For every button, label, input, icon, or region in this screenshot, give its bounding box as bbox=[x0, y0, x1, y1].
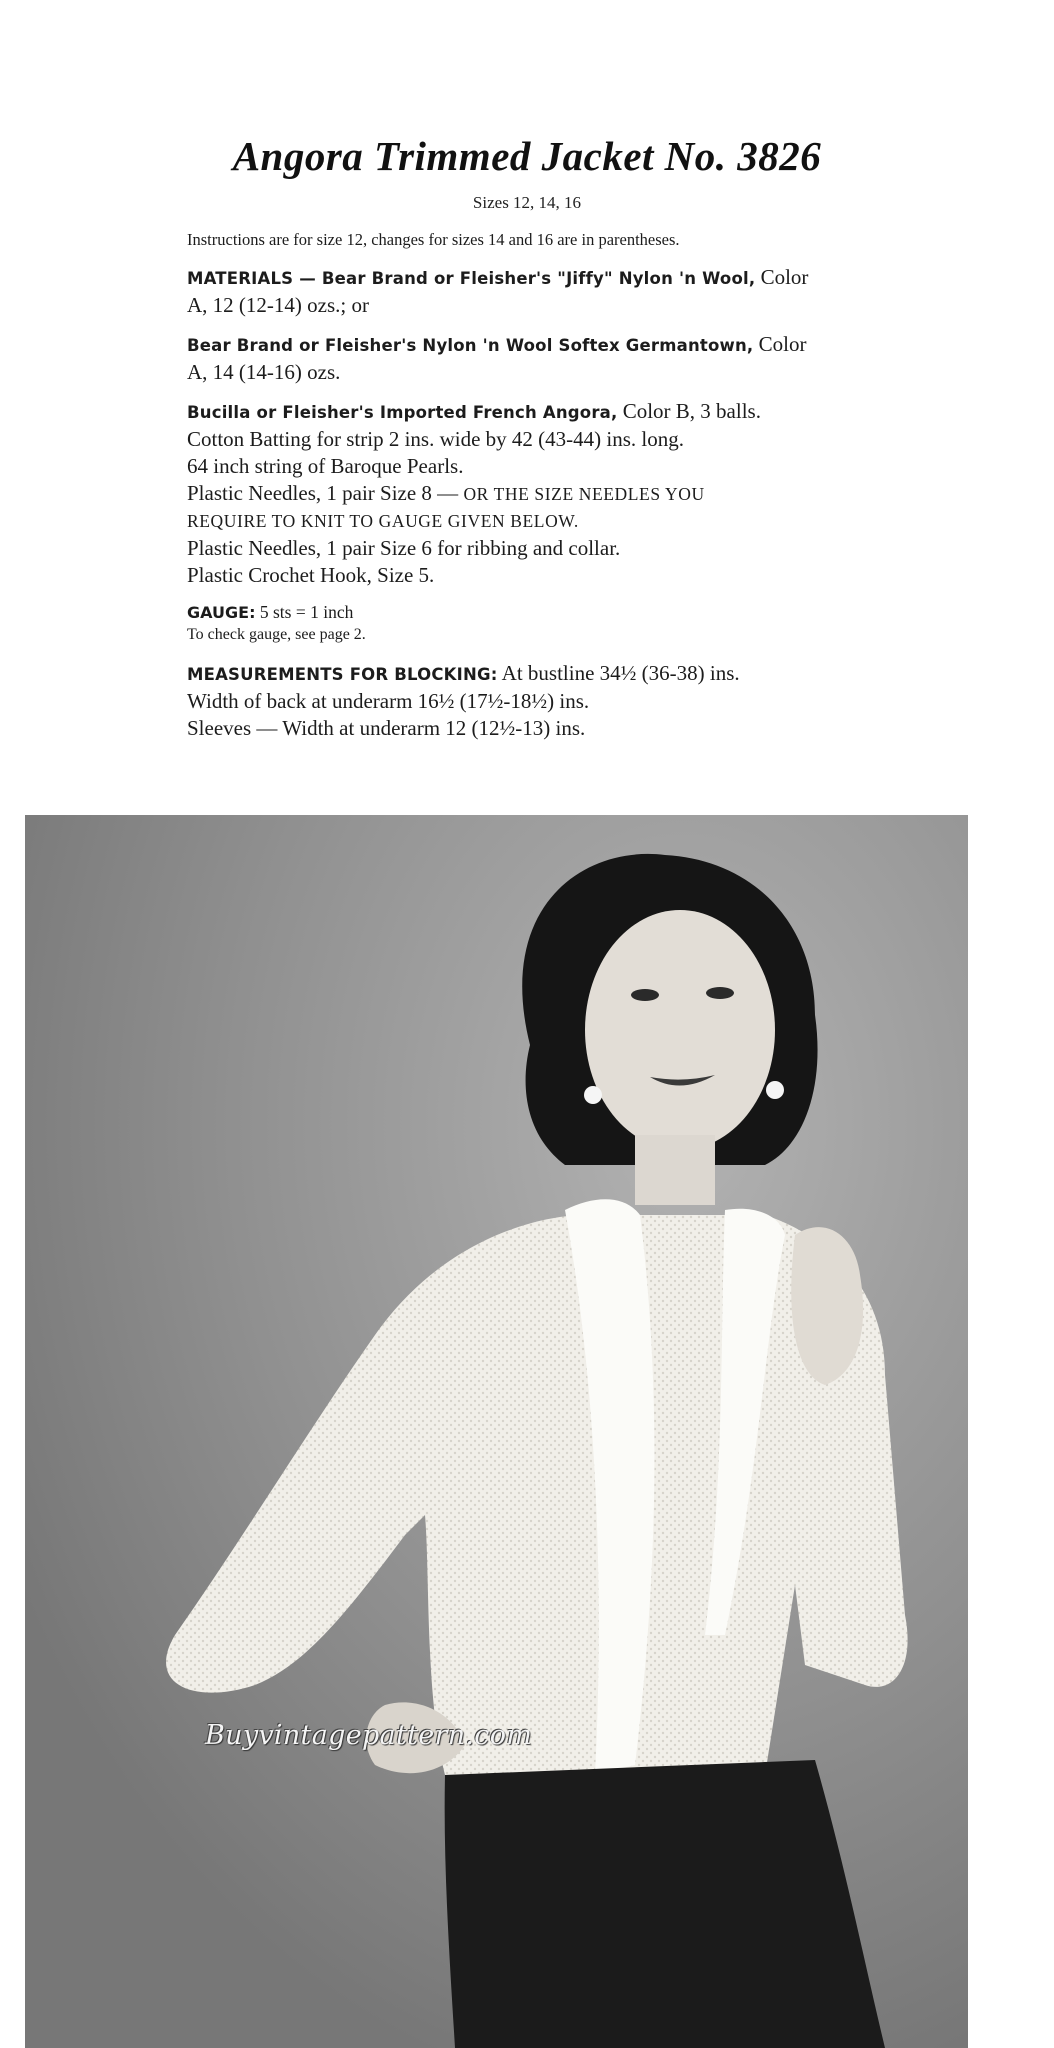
angora-label: Bucilla or Fleisher's Imported French Angora, bbox=[187, 403, 618, 422]
angora-line bbox=[187, 398, 887, 426]
pearl-earring-right bbox=[766, 1081, 784, 1099]
model-photo bbox=[25, 815, 968, 2048]
measurements-label: MEASUREMENTS FOR BLOCKING: bbox=[187, 665, 498, 684]
gauge-line bbox=[187, 601, 887, 624]
angora-rest: Color B, 3 balls. bbox=[617, 399, 761, 423]
materials-alt-line-1 bbox=[187, 331, 887, 359]
materials-alt-label: Bear Brand or Fleisher's Nylon 'n Wool Softex Germantown, bbox=[187, 336, 754, 355]
pattern-title: Angora Trimmed Jacket No. 3826 bbox=[232, 133, 822, 179]
materials-block bbox=[187, 264, 887, 319]
needles-size8-line bbox=[187, 480, 887, 508]
materials-alt-color: Color bbox=[753, 332, 807, 356]
crochet-hook-line: Plastic Crochet Hook, Size 5. bbox=[187, 563, 435, 587]
measurements-line-3: Sleeves — Width at underarm 12 (12½-13) ins. bbox=[187, 716, 586, 740]
watermark: Buyvintagepattern.com bbox=[205, 1720, 533, 1751]
materials-line-1 bbox=[187, 264, 887, 292]
intro-text: Instructions are for size 12, changes for sizes 14 and 16 are in parentheses. bbox=[187, 230, 680, 249]
needles-size6-line: Plastic Needles, 1 pair Size 6 for ribbing and collar. bbox=[187, 536, 621, 560]
dark-skirt bbox=[445, 1760, 885, 2048]
needles-gauge-caps: REQUIRE TO KNIT TO GAUGE GIVEN BELOW. bbox=[187, 511, 579, 531]
materials-label: MATERIALS — Bear Brand or Fleisher's "Jiffy" Nylon 'n Wool, bbox=[187, 269, 756, 288]
batting-line: Cotton Batting for strip 2 ins. wide by 42 (43-44) ins. long. bbox=[187, 427, 684, 451]
measurements-block bbox=[187, 660, 887, 742]
model-eye-right bbox=[706, 987, 734, 999]
measurements-line-1 bbox=[187, 660, 887, 688]
needles-size8-text: Plastic Needles, 1 pair Size 8 — bbox=[187, 481, 464, 505]
needles-size8-caps: OR THE SIZE NEEDLES YOU bbox=[463, 484, 705, 504]
gauge-value: 5 sts = 1 inch bbox=[255, 602, 354, 622]
materials-color: Color bbox=[755, 265, 809, 289]
instructions-column bbox=[187, 230, 887, 754]
model-neck bbox=[635, 1135, 715, 1205]
pearls-line: 64 inch string of Baroque Pearls. bbox=[187, 454, 464, 478]
model-face bbox=[585, 910, 775, 1150]
measurements-bustline: At bustline 34½ (36-38) ins. bbox=[497, 661, 740, 685]
materials-alt-block bbox=[187, 331, 887, 386]
materials-line-2: A, 12 (12-14) ozs.; or bbox=[187, 293, 369, 317]
materials-alt-line-2: A, 14 (14-16) ozs. bbox=[187, 360, 341, 384]
measurements-line-2: Width of back at underarm 16½ (17½-18½) ins. bbox=[187, 689, 590, 713]
gauge-note: To check gauge, see page 2. bbox=[187, 626, 366, 643]
gauge-block bbox=[187, 601, 887, 646]
sizes-line: Sizes 12, 14, 16 bbox=[472, 193, 582, 212]
pearl-earring-left bbox=[584, 1086, 602, 1104]
model-eye-left bbox=[631, 989, 659, 1001]
supplies-block bbox=[187, 398, 887, 589]
model-illustration bbox=[25, 815, 968, 2048]
gauge-label: GAUGE: bbox=[187, 603, 256, 622]
